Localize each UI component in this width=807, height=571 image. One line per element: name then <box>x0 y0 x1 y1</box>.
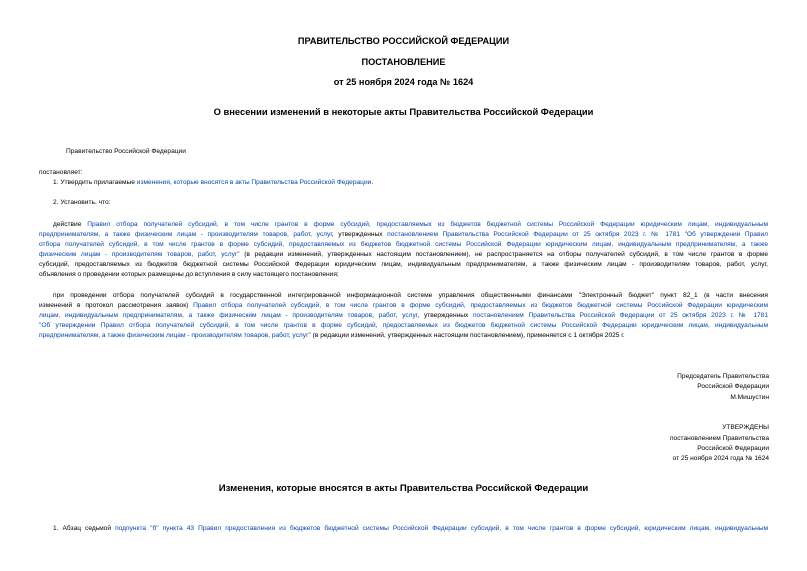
paragraph-government: Правительство Российской Федерации <box>66 148 186 155</box>
document-date-number: от 25 ноября 2024 года № 1624 <box>333 77 474 87</box>
document-title: О внесении изменений в некоторые акты Правительства Российской Федерации <box>213 106 594 117</box>
resolution-link-end[interactable]: физическим лицам - производителям товаров, работ, услуг" <box>39 251 240 258</box>
approval-line-2: постановлением Правительства <box>669 435 769 442</box>
provision-rules-link[interactable]: Правил предоставления из бюджетов бюджетной системы Российской Федерации субсидий, в том числе грантов в форме субсидий, юридическим лицам, индивидуальным <box>198 525 768 532</box>
paragraph-5-line-5: субсидий, предоставляемых из бюджетов бюджетной системы Российской Федерации юридическим лицам, индивидуальным предпринимателям, а также физическим лицам - производителям товаров, работ, услуг, <box>39 261 768 268</box>
changes-item-1: 1. Абзац седьмой подпункта "б" пункта 43 Правил предоставления из бюджетов бюджетной системы Российской Федерации субсидий, в том числе грантов в форме субсидий, юридическим лицам, индивидуальным <box>53 525 768 532</box>
paragraph-5-line-6: объявления о проведении которых размещены до вступления в силу настоящего постановления; <box>39 271 339 278</box>
signature-name: М.Мишустин <box>730 394 769 401</box>
paragraph-5-line-1: действие Правил отбора получателей субсидий, в том числе грантов в форме субсидий, предоставляемых из бюджетов бюджетной системы Российской Федерации юридическим лицам, индивидуальным <box>53 221 768 228</box>
rules-link[interactable]: Правил отбора получателей субсидий, в том числе грантов в форме субсидий, предоставляемых из бюджетов бюджетной системы Российской Федерации юридическим лицам, индивидуальным <box>87 221 768 228</box>
signature-org: Российской Федерации <box>697 383 769 390</box>
paragraph-5-line-4: физическим лицам - производителям товаров, работ, услуг" (в редакции изменений, утвержденных настоящим постановлением), не распространяется на отборы получателей субсидий, в том числе грантов в форме <box>39 251 768 258</box>
document-type: ПОСТАНОВЛЕНИЕ <box>361 57 446 67</box>
approval-line-4: от 25 ноября 2024 года № 1624 <box>672 455 769 462</box>
rules-link-2-cont[interactable]: лицам, индивидуальным предпринимателям, а также физическим лицам - производителям товаров, работ, услуг <box>39 312 418 319</box>
rules-link-cont[interactable]: предпринимателям, а также физическим лицам - производителям товаров, работ, услуг <box>39 231 332 238</box>
approval-stamp: УТВЕРЖДЕНЫ <box>722 424 769 431</box>
resolution-link-2-cont[interactable]: "Об утверждении Правил отбора получателей субсидий, в том числе грантов в форме субсидий, предоставляемых из бюджетов бюджетной системы Российской Федерации юридическим лицам, индивидуальным <box>39 322 768 329</box>
changes-title: Изменения, которые вносятся в акты Правительства Российской Федерации <box>218 483 589 494</box>
signature-position: Председатель Правительства <box>677 373 769 380</box>
changes-link[interactable]: изменения, которые вносятся в акты Правительства Российской Федерации <box>136 179 372 186</box>
government-heading: ПРАВИТЕЛЬСТВО РОССИЙСКОЙ ФЕДЕРАЦИИ <box>297 36 510 46</box>
approval-line-3: Российской Федерации <box>697 445 769 452</box>
rules-link-2[interactable]: Правил отбора получателей субсидий, в том числе грантов в форме субсидий, предоставляемых из бюджетов бюджетной системы Российской Федерации юридическим <box>193 302 769 309</box>
paragraph-item-1: 1. Утвердить прилагаемые изменения, которые вносятся в акты Правительства Российской Федерации. <box>53 179 374 186</box>
paragraph-5-line-2: предпринимателям, а также физическим лицам - производителям товаров, работ, услуг, утвержденных постановлением Правительства Российской Федерации от 25 октября 2023 г. № 1781 "Об утверждении Правил <box>39 231 768 238</box>
resolution-link-2[interactable]: постановлением Правительства Российской Федерации от 25 октября 2023 г. № 1781 <box>472 312 768 319</box>
resolution-link-cont[interactable]: отбора получателей субсидий, в том числе грантов в форме субсидий, предоставляемых из бюджетов бюджетной системы Российской Федерации юридическим лицам, индивидуальным предпринимателям, а также <box>39 241 768 248</box>
paragraph-6-line-5: предпринимателям, а также физическим лицам - производителям товаров, работ, услуг" (в редакции изменений, утвержденных настоящим постановлением), применяется с 1 октября 2025 г. <box>39 332 625 339</box>
subclause-link[interactable]: подпункта "б" пункта 43 <box>115 525 195 532</box>
paragraph-6-line-1: при проведении отбора получателей субсидий в государственной интегрированной информационной системе управления общественными финансами "Электронный бюджет" пункт 82_1 (в части внесения <box>53 292 768 299</box>
paragraph-item-2: 2. Установить, что: <box>53 199 111 206</box>
paragraph-decrees: постановляет: <box>39 169 83 176</box>
resolution-link[interactable]: постановлением Правительства Российской Федерации от 25 октября 2023 г. № 1781 "Об утверждении Правил <box>387 231 768 238</box>
paragraph-6-line-2: изменений в протокол рассмотрения заявок) Правил отбора получателей субсидий, в том числе грантов в форме субсидий, предоставляемых из бюджетов бюджетной системы Российской Федерации юридическим <box>39 302 769 309</box>
paragraph-6-line-3: лицам, индивидуальным предпринимателям, а также физическим лицам - производителям товаров, работ, услуг, утвержденных постановлением Правительства Российской Федерации от 25 октября 2023 г. № 1781 <box>39 312 768 319</box>
resolution-link-2-end[interactable]: предпринимателям, а также физическим лицам - производителям товаров, работ, услуг" <box>39 332 311 339</box>
